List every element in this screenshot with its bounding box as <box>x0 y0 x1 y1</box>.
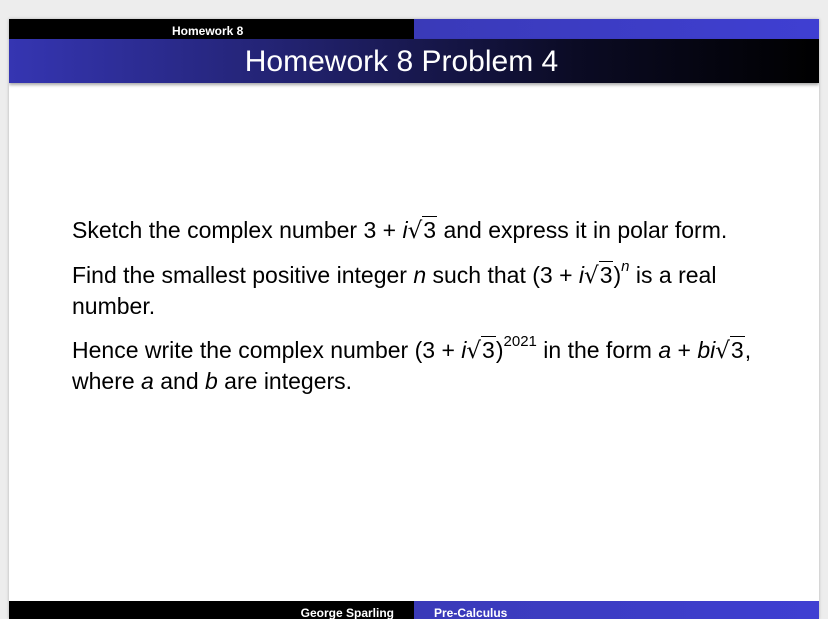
problem-paragraph-3 <box>72 335 752 396</box>
text: Find the smallest positive integer <box>72 262 414 288</box>
problem-paragraph-2 <box>72 260 752 321</box>
text: ) <box>495 337 504 363</box>
imaginary-unit: i <box>578 262 585 288</box>
footer-right <box>414 601 819 619</box>
header-top-left <box>9 19 414 39</box>
variable-b: b <box>205 368 218 394</box>
exponent: n <box>621 258 630 276</box>
text: Sketch the complex number 3 + <box>72 217 403 243</box>
text: , where <box>72 337 752 394</box>
sqrt-symbol: √3 <box>466 337 495 364</box>
imaginary-unit: i <box>402 217 408 243</box>
exponent: 2021 <box>503 333 537 351</box>
text: and <box>153 368 205 394</box>
header-top-right <box>414 19 819 39</box>
variable-a: a <box>658 337 672 363</box>
sqrt-symbol: √3 <box>407 217 437 244</box>
text: are integers. <box>217 368 353 394</box>
slide-title: Homework 8 Problem 4 <box>244 45 559 78</box>
variable-n: n <box>413 262 427 288</box>
text: such that (3 + <box>426 262 579 288</box>
text: and express it in polar form. <box>437 217 728 243</box>
radicand: 3 <box>482 337 495 363</box>
radicand: 3 <box>423 217 437 243</box>
text: Hence write the complex number (3 + <box>72 337 462 363</box>
footer-left <box>9 601 414 619</box>
section-label: Homework 8 <box>172 24 244 38</box>
footer-bar <box>9 601 819 619</box>
imaginary-unit: i <box>461 337 467 363</box>
title-bar <box>9 39 819 83</box>
slide <box>9 19 819 619</box>
text: ) <box>613 262 622 288</box>
radicand: 3 <box>730 337 744 363</box>
header-top-bar <box>9 19 819 39</box>
text: is a real number. <box>72 262 717 319</box>
radicand: 3 <box>599 262 613 288</box>
text: + <box>671 337 698 363</box>
problem-content <box>72 215 752 410</box>
problem-paragraph-1 <box>72 215 752 246</box>
sqrt-symbol: √3 <box>584 262 613 289</box>
variable-a: a <box>141 368 154 394</box>
author-name: George Sparling <box>300 606 394 619</box>
text: in the form <box>536 337 659 363</box>
variable-bi: bi <box>697 337 716 363</box>
sqrt-symbol: √3 <box>715 337 744 364</box>
course-name: Pre-Calculus <box>434 606 508 619</box>
